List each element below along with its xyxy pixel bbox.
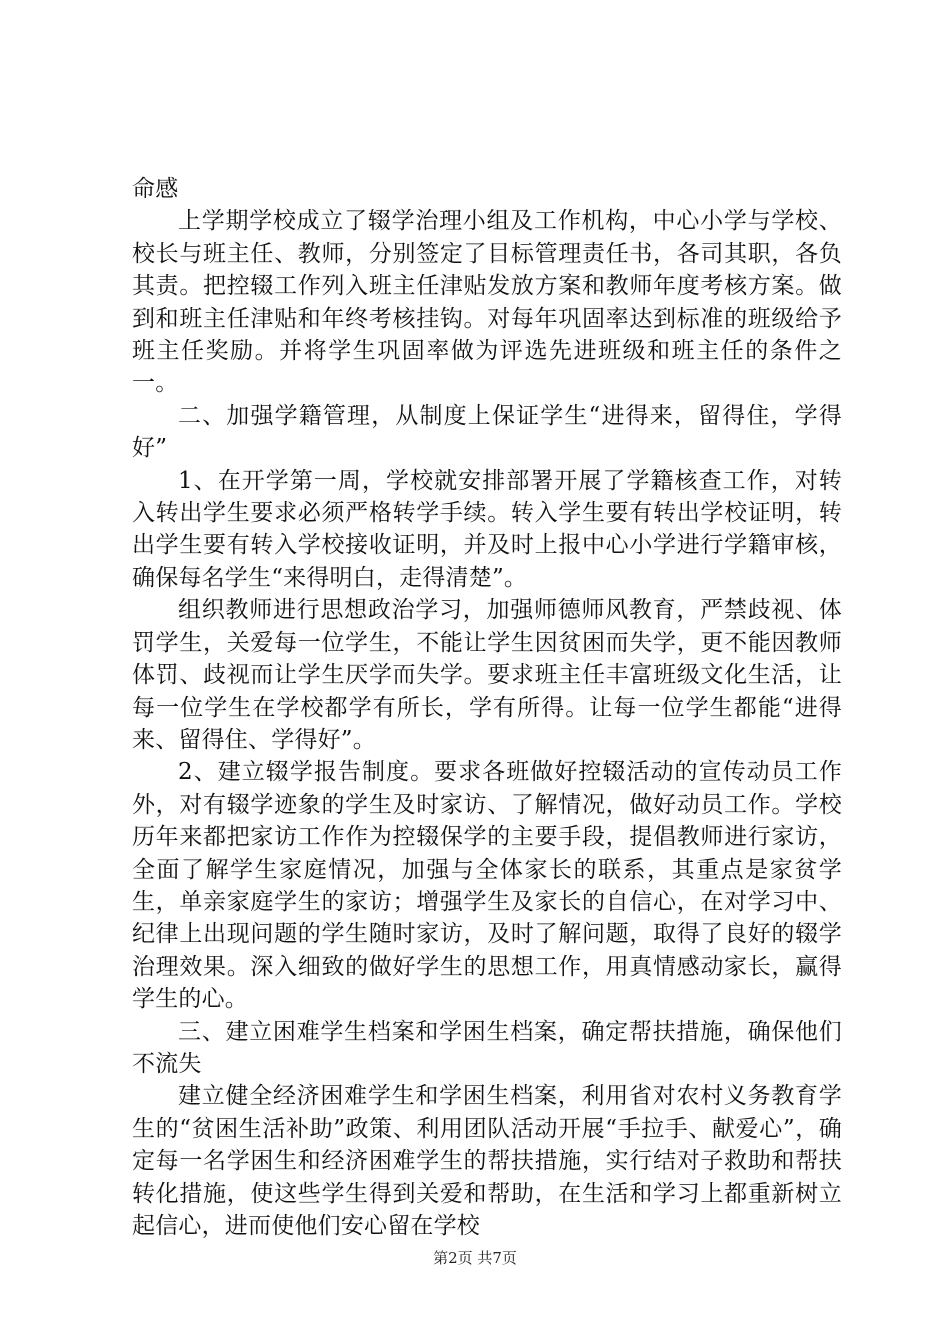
- paragraph-dropout-report: 2、建立辍学报告制度。要求各班做好控辍活动的宣传动员工作外，对有辍学迹象的学生及时家访、了解情况，做好动员工作。学校历年来都把家访工作作为控辍保学的主要手段，提倡教师进行家访，全面了解学生家庭情况，加强与全体家长的联系，其重点是家贫学生，单亲家庭学生的家访；增强学生及家长的自信心，在对学习中、纪律上出现问题的学生随时家访，及时了解问题，取得了良好的辍学治理效果。深入细致的做好学生的思想工作，用真情感动家长，赢得学生的心。: [132, 759, 842, 1013]
- paragraph-continuation: 命感: [132, 176, 179, 202]
- paragraph-enrollment-check: 1、在开学第一周，学校就安排部署开展了学籍核查工作，对转入转出学生要求必须严格转学手续。转入学生要有转出学校证明，转出学生要有转入学校接收证明，并及时上报中心小学进行学籍审核，确保每名学生“来得明白，走得清楚”。: [132, 467, 842, 591]
- page-footer: 第2页 共7页: [433, 1249, 517, 1267]
- paragraph-student-archives: 建立健全经济困难学生和学困生档案，利用省对农村义务教育学生的“贫困生活补助”政策、利用团队活动开展“手拉手、献爱心”，确定每一名学困生和经济困难学生的帮扶措施，实行结对子救助和帮扶转化措施，使这些学生得到关爱和帮助，在生活和学习上都重新树立起信心，进而使他们安心留在学校: [132, 1083, 842, 1239]
- section-heading-2: 二、加强学籍管理，从制度上保证学生“进得来，留得住，学得好”: [132, 402, 842, 462]
- document-body: [132, 173, 842, 1242]
- paragraph-teacher-ethics: 组织教师进行思想政治学习，加强师德师风教育，严禁歧视、体罚学生，关爱每一位学生，不能让学生因贫困而失学，更不能因教师体罚、歧视而让学生厌学而失学。要求班主任丰富班级文化生活，让每一位学生在学校都学有所长，学有所得。让每一位学生都能“进得来、留得住、学得好”。: [132, 597, 842, 753]
- section-heading-3: 三、建立困难学生档案和学困生档案，确定帮扶措施，确保他们不流失: [132, 1018, 842, 1077]
- paragraph-responsibility: 上学期学校成立了辍学治理小组及工作机构，中心小学与学校、校长与班主任、教师，分别签定了目标管理责任书，各司其职，各负其责。把控辍工作列入班主任津贴发放方案和教师年度考核方案。做到和班主任津贴和年终考核挂钩。对每年巩固率达到标准的班级给予班主任奖励。并将学生巩固率做为评选先进班级和班主任的条件之一。: [132, 208, 842, 397]
